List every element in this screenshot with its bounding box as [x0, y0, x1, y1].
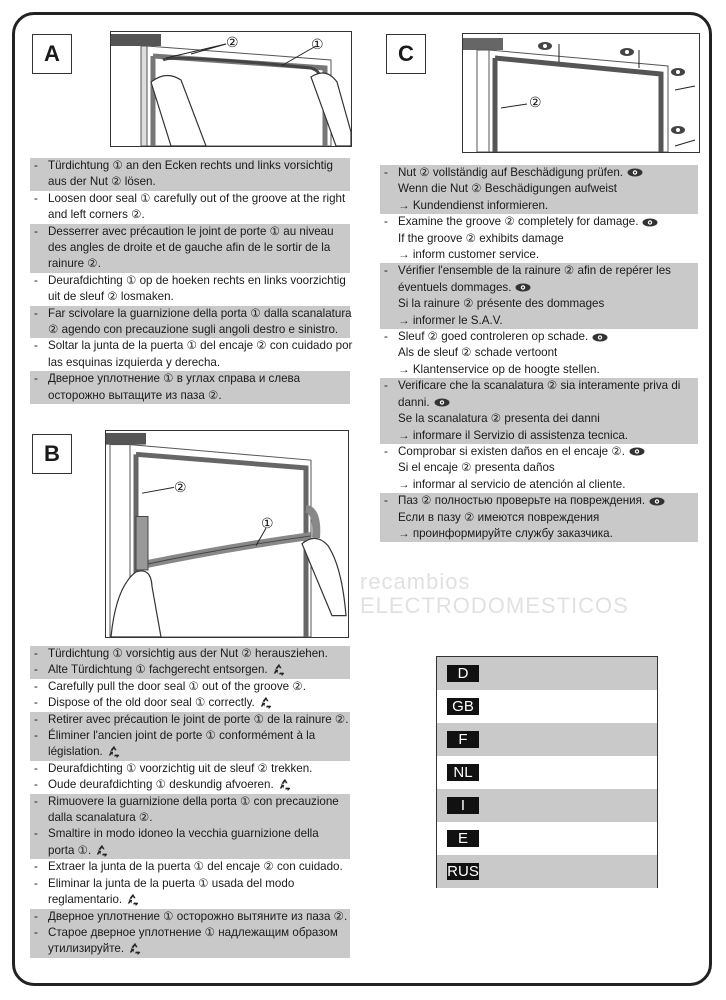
step-c-label: C: [386, 34, 426, 74]
recycle-icon: [272, 663, 286, 677]
instruction-item-gb: [380, 214, 698, 263]
eye-icon: [671, 126, 685, 134]
instruction-item-nl: [30, 761, 350, 777]
instruction-line: ② agendo con precauzione sugli angoli destro e sinistro.: [48, 323, 339, 337]
bullet-dash: -: [34, 827, 38, 841]
instruction-item-nl: [380, 329, 698, 378]
step-a-instructions: [30, 158, 353, 404]
instruction-line: reglamentario.: [48, 892, 346, 908]
instruction-item-gb: [30, 695, 350, 711]
bullet-dash: -: [34, 224, 38, 238]
instruction-line: Se la scanalatura ② presenta dei danni: [398, 412, 600, 426]
instruction-item-f: [380, 263, 698, 329]
instruction-line: législation.: [48, 744, 346, 760]
instruction-line: Far scivolare la guarnizione della porta ① dalla scanalatura: [48, 306, 352, 320]
language-code: E: [447, 830, 479, 847]
eye-icon: [620, 48, 634, 56]
instruction-line: → проинформируйте службу заказчика.: [398, 526, 613, 540]
instruction-line: → Kundendienst informieren.: [398, 198, 549, 212]
instruction-item-e: [30, 338, 353, 371]
instruction-item-i: [30, 826, 350, 859]
eye-icon: [515, 283, 531, 292]
instruction-item-rus: [30, 371, 350, 404]
instruction-line: las esquinas izquierda y derecha.: [48, 355, 221, 369]
eye-icon: [671, 68, 685, 76]
language-legend: [436, 656, 658, 888]
bullet-dash: -: [384, 330, 388, 344]
bullet-dash: -: [34, 729, 38, 743]
eye-icon: [627, 168, 643, 177]
language-code: NL: [447, 764, 479, 781]
language-code: F: [447, 731, 479, 748]
instruction-line: Smaltire in modo idoneo la vecchia guarnizione della: [48, 827, 319, 841]
bullet-dash: -: [34, 191, 38, 205]
instruction-item-nl: [30, 777, 350, 793]
instruction-item-i: [30, 306, 350, 339]
step-a-illustration: [110, 31, 352, 147]
instruction-line: rainure ②.: [48, 257, 101, 271]
language-row-e: [437, 822, 657, 855]
instruction-item-d: [30, 646, 350, 662]
bullet-dash: -: [384, 264, 388, 278]
recycle-icon: [126, 893, 140, 907]
step-c-instructions: [380, 165, 698, 542]
instruction-item-rus: [30, 909, 350, 925]
instruction-item-d: [30, 158, 350, 191]
bullet-dash: -: [34, 761, 38, 775]
instruction-line: Desserrer avec précaution le joint de porte ① au niveau: [48, 224, 334, 238]
bullet-dash: -: [34, 876, 38, 890]
eye-icon: [592, 333, 608, 342]
language-code: GB: [447, 698, 479, 715]
instruction-line: Старое дверное уплотнение ① надлежащим образом: [48, 925, 338, 939]
recycle-icon: [259, 696, 273, 710]
bullet-dash: -: [34, 339, 38, 353]
bullet-dash: -: [34, 273, 38, 287]
instruction-line: осторожно вытащите из паза ②.: [48, 388, 222, 402]
step-b-label: B: [32, 434, 72, 474]
bullet-dash: -: [34, 860, 38, 874]
language-row-d: [437, 657, 657, 690]
instruction-item-i: [380, 378, 698, 444]
instruction-line: Extraer la junta de la puerta ① del encaje ② con cuidado.: [48, 860, 343, 874]
bullet-dash: -: [34, 372, 38, 386]
eye-icon: [642, 218, 658, 227]
language-code: RUS: [447, 863, 479, 880]
instruction-line: Türdichtung ① an den Ecken rechts und links vorsichtig: [48, 159, 333, 172]
instruction-line: dalla scanalatura ②.: [48, 811, 153, 825]
instruction-line: → informar al servicio de atención al cliente.: [398, 477, 626, 491]
instruction-item-i: [30, 794, 350, 827]
instruction-line: → informer le S.A.V.: [398, 313, 503, 327]
eye-icon: [649, 497, 665, 506]
instruction-line: Verificare che la scanalatura ② sia interamente priva di: [398, 379, 681, 393]
pull-seal-figure: [106, 431, 348, 637]
instruction-line: Sleuf ② goed controleren op schade.: [398, 329, 694, 345]
instruction-line: Loosen door seal ① carefully out of the groove at the right: [48, 191, 346, 205]
recycle-icon: [107, 745, 121, 759]
instruction-line: → informare il Servizio di assistenza tecnica.: [398, 428, 629, 442]
instruction-line: Wenn die Nut ② Beschädigungen aufweist: [398, 182, 618, 196]
instruction-line: Дверное уплотнение ① осторожно вытяните из паза ②.: [48, 909, 348, 923]
instruction-line: Dispose of the old door seal ① correctly.: [48, 695, 346, 711]
instruction-line: Comprobar si existen daños en el encaje ②.: [398, 444, 694, 460]
step-b-illustration: [105, 430, 349, 638]
step-c-illustration: [462, 33, 700, 153]
instruction-line: Nut ② vollständig auf Beschädigung prüfen.: [398, 165, 694, 181]
bullet-dash: -: [384, 444, 388, 458]
callout-1: ①: [311, 36, 324, 52]
language-row-i: [437, 789, 657, 822]
instruction-line: If the groove ② exhibits damage: [398, 231, 564, 245]
bullet-dash: -: [34, 159, 38, 172]
inspect-groove-figure: [463, 34, 699, 152]
instruction-item-rus: [380, 493, 698, 542]
instruction-line: éventuels dommages.: [398, 280, 694, 296]
instruction-line: Si la rainure ② présente des dommages: [398, 297, 605, 311]
instruction-line: Deurafdichting ① op de hoeken rechts en links voorzichtig: [48, 273, 346, 287]
instruction-item-f: [30, 224, 350, 273]
recycle-icon: [278, 778, 292, 792]
bullet-dash: -: [34, 909, 38, 923]
bullet-dash: -: [34, 712, 38, 726]
instruction-line: Türdichtung ① vorsichtig aus der Nut ② herausziehen.: [48, 647, 328, 660]
instruction-line: danni.: [398, 395, 694, 411]
instruction-line: → inform customer service.: [398, 248, 540, 262]
bullet-dash: -: [34, 778, 38, 792]
instruction-line: Vérifier l'ensemble de la rainure ② afin de repérer les: [398, 264, 671, 278]
bullet-dash: -: [34, 306, 38, 320]
fridge-top-edge: [111, 34, 161, 46]
recycle-icon: [128, 942, 142, 956]
language-code: D: [447, 665, 479, 682]
language-code: I: [447, 797, 479, 814]
bullet-dash: -: [34, 663, 38, 677]
instruction-line: Carefully pull the door seal ① out of the groove ②.: [48, 679, 306, 693]
instruction-line: Паз ② полностью проверьте на повреждения.: [398, 493, 694, 509]
language-row-rus: [437, 855, 657, 888]
callout-1: ①: [261, 515, 274, 531]
instruction-line: → Klantenservice op de hoogte stellen.: [398, 362, 600, 376]
instruction-line: Rimuovere la guarnizione della porta ① con precauzione: [48, 794, 339, 808]
eye-icon: [434, 398, 450, 407]
instruction-line: Alte Türdichtung ① fachgerecht entsorgen.: [48, 662, 346, 678]
instruction-line: Oude deurafdichting ① deskundig afvoeren.: [48, 777, 346, 793]
eye-icon: [538, 42, 552, 50]
instruction-line: Retirer avec précaution le joint de porte ① de la rainure ②.: [48, 712, 349, 726]
bullet-dash: -: [34, 679, 38, 693]
bullet-dash: -: [384, 494, 388, 508]
instruction-line: Si el encaje ② presenta daños: [398, 461, 555, 475]
bullet-dash: -: [384, 379, 388, 393]
bullet-dash: -: [384, 166, 388, 179]
instruction-item-gb: [30, 191, 350, 224]
bullet-dash: -: [34, 647, 38, 660]
eye-icon: [629, 447, 645, 456]
instruction-line: Дверное уплотнение ① в углах справа и слева: [48, 372, 301, 386]
step-b-instructions: [30, 646, 350, 958]
instruction-line: Если в пазу ② имеются повреждения: [398, 510, 600, 524]
instruction-line: утилизируйте.: [48, 941, 346, 957]
language-row-f: [437, 723, 657, 756]
instruction-item-e: [380, 444, 698, 493]
instruction-item-e: [30, 859, 350, 875]
step-a-label: A: [32, 34, 72, 74]
callout-2: ②: [174, 479, 187, 495]
instruction-line: Examine the groove ② completely for damage.: [398, 214, 694, 230]
callout-2: ②: [529, 94, 542, 110]
instruction-line: des angles de droite et de gauche afin de le sortir de la: [48, 241, 331, 255]
instruction-line: Soltar la junta de la puerta ① del encaje ② con cuidado por: [48, 339, 353, 353]
bullet-dash: -: [34, 696, 38, 710]
instruction-item-gb: [30, 679, 350, 695]
instruction-line: Éliminer l'ancien joint de porte ① conformément à la: [48, 729, 316, 743]
instruction-item-nl: [30, 273, 350, 306]
bullet-dash: -: [34, 794, 38, 808]
instruction-line: Deurafdichting ① voorzichtig uit de sleuf ② trekken.: [48, 761, 313, 775]
instruction-item-d: [380, 165, 698, 214]
language-row-gb: [437, 690, 657, 723]
instruction-line: uit de sleuf ② losmaken.: [48, 290, 174, 304]
instruction-item-f: [30, 712, 350, 728]
callout-2: ②: [226, 34, 239, 50]
watermark: recambios ELECTRODOMESTICOS: [360, 569, 629, 618]
instruction-item-e: [30, 876, 350, 909]
bullet-dash: -: [384, 215, 388, 229]
instruction-line: Eliminar la junta de la puerta ① usada del modo: [48, 876, 295, 890]
instruction-line: aus der Nut ② lösen.: [48, 175, 156, 189]
instruction-item-f: [30, 728, 350, 761]
instruction-line: Als de sleuf ② schade vertoont: [398, 346, 558, 360]
instruction-item-rus: [30, 925, 350, 958]
recycle-icon: [95, 844, 109, 858]
instruction-line: and left corners ②.: [48, 208, 145, 222]
instruction-item-d: [30, 662, 350, 678]
language-row-nl: [437, 756, 657, 789]
bullet-dash: -: [34, 925, 38, 939]
instruction-line: porta ①.: [48, 843, 346, 859]
